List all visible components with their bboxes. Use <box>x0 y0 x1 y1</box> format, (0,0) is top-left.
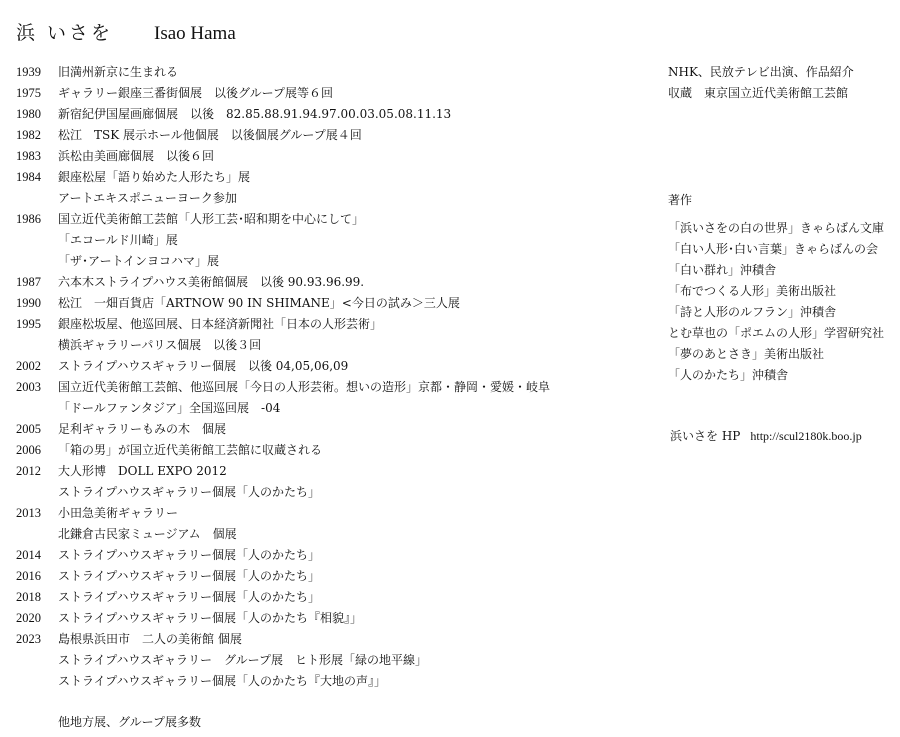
career-row <box>16 209 656 230</box>
career-entry-text: 新宿紀伊国屋画廊個展 以後 82.85.88.91.94.97.00.03.05.08.11.13 <box>58 107 452 121</box>
career-entry-text: 「箱の男」が国立近代美術館工芸館に収蔵される <box>58 443 323 457</box>
career-year: 2020 <box>16 611 41 625</box>
career-row <box>16 608 656 629</box>
career-year <box>16 671 58 692</box>
book-title: 「夢のあとさき」美術出版社 <box>668 347 825 361</box>
career-year <box>16 482 58 503</box>
career-row <box>16 293 656 314</box>
career-year <box>16 188 58 209</box>
career-row <box>16 503 656 524</box>
career-row <box>16 629 656 650</box>
books-section <box>668 190 896 211</box>
career-entry-text: ギャラリー銀座三番街個展 以後グループ展等６回 <box>58 86 334 100</box>
career-year <box>16 650 58 671</box>
book-title: 「人のかたち」沖積舎 <box>668 368 789 382</box>
career-year <box>16 335 58 356</box>
career-entry-text: 北鎌倉古民家ミュージアム 個展 <box>58 527 237 541</box>
career-row <box>16 524 656 545</box>
book-title: とむ草也の「ポエムの人形」学習研究社 <box>668 326 885 340</box>
homepage-label: 浜いさを HP <box>670 429 741 443</box>
career-row <box>16 251 656 272</box>
career-entry-text: 浜松由美画廊個展 以後６回 <box>58 149 215 163</box>
artist-name-english: Isao Hama <box>154 23 236 44</box>
career-entry-text: 六本木ストライプハウス美術館個展 以後 90.93.96.99. <box>58 275 365 289</box>
career-year: 2005 <box>16 422 41 436</box>
artist-name-japanese: 浜 いさを <box>16 22 114 44</box>
career-year <box>16 524 58 545</box>
career-year <box>16 251 58 272</box>
media-and-collection <box>668 62 896 104</box>
career-row <box>16 335 656 356</box>
career-entry-text: 「ドールファンタジア」全国巡回展 -04 <box>58 401 281 415</box>
career-year: 1982 <box>16 128 41 142</box>
career-entry-text: ストライプハウスギャラリー個展「人のかたち」 <box>58 590 320 604</box>
career-year <box>16 398 58 419</box>
career-year <box>16 230 58 251</box>
career-entry-text: 島根県浜田市 二人の美術館 個展 <box>58 632 242 646</box>
career-year: 2016 <box>16 569 41 583</box>
career-entry-text: ストライプハウスギャラリー個展「人のかたち」 <box>58 569 320 583</box>
career-row <box>16 83 656 104</box>
career-year: 2014 <box>16 548 41 562</box>
career-year: 2002 <box>16 359 41 373</box>
career-row <box>16 314 656 335</box>
career-entry-text: ストライプハウスギャラリー個展「人のかたち」 <box>58 548 320 562</box>
career-row <box>16 419 656 440</box>
career-row <box>16 62 656 83</box>
career-year: 2023 <box>16 632 41 646</box>
career-row <box>16 125 656 146</box>
career-entry-text: 横浜ギャラリーパリス個展 以後３回 <box>58 338 262 352</box>
book-title: 「白い群れ」沖積舎 <box>668 263 777 277</box>
career-year: 1987 <box>16 275 41 289</box>
career-year: 1980 <box>16 107 41 121</box>
museum-collection: 収蔵 東京国立近代美術館工芸館 <box>668 86 849 100</box>
career-year: 1939 <box>16 65 41 79</box>
page-title <box>16 18 236 48</box>
media-appearances: NHK、民放テレビ出演、作品紹介 <box>668 65 854 79</box>
career-footnote: 他地方展、グループ展多数 <box>58 715 202 729</box>
book-title: 「布でつくる人形」美術出版社 <box>668 284 837 298</box>
career-entry-text: 国立近代美術館工芸館、他巡回展「今日の人形芸術。想いの造形」京都・静岡・愛媛・岐阜 <box>58 380 551 394</box>
career-year: 2006 <box>16 443 41 457</box>
career-row <box>16 356 656 377</box>
books-heading: 著作 <box>668 193 693 207</box>
career-history-list <box>16 62 656 692</box>
career-entry-text: アートエキスポニューヨーク参加 <box>58 191 237 205</box>
career-row <box>16 650 656 671</box>
book-title: 「詩と人形のルフラン」沖積舎 <box>668 305 837 319</box>
career-year: 1983 <box>16 149 41 163</box>
career-entry-text: ストライプハウスギャラリー個展「人のかたち『相貌』」 <box>58 611 362 625</box>
career-entry-text: 大人形博 DOLL EXPO 2012 <box>58 464 227 478</box>
career-year: 2003 <box>16 380 41 394</box>
career-row <box>16 440 656 461</box>
book-title: 「白い人形･白い言葉」きゃらばんの会 <box>668 242 879 256</box>
career-row <box>16 104 656 125</box>
career-year: 2013 <box>16 506 41 520</box>
career-year: 1975 <box>16 86 41 100</box>
career-entry-text: ストライプハウスギャラリー グループ展 ヒト形展「緑の地平線」 <box>58 653 428 667</box>
career-entry-text: 足利ギャラリーもみの木 個展 <box>58 422 227 436</box>
career-entry-text: ストライプハウスギャラリー個展「人のかたち」 <box>58 485 320 499</box>
homepage-link[interactable]: http://scul2180k.boo.jp <box>750 429 862 443</box>
career-entry-text: 「エコールド川崎」展 <box>58 233 178 247</box>
career-entry-text: ストライプハウスギャラリー個展 以後 04,05,06,09 <box>58 359 349 373</box>
homepage-info <box>670 426 898 447</box>
career-row <box>16 587 656 608</box>
career-entry-text: 銀座松坂屋、他巡回展、日本経済新聞社「日本の人形芸術」 <box>58 317 383 331</box>
career-row <box>16 167 656 188</box>
career-year: 1986 <box>16 212 41 226</box>
career-entry-text: 小田急美術ギャラリー <box>58 506 179 520</box>
career-row <box>16 188 656 209</box>
career-row <box>16 398 656 419</box>
career-row <box>16 545 656 566</box>
career-row <box>16 272 656 293</box>
career-year: 1995 <box>16 317 41 331</box>
career-entry-text: 松江 一畑百貨店「ARTNOW 90 IN SHIMANE」<今日の試み＞三人展 <box>58 296 460 310</box>
career-year: 2012 <box>16 464 41 478</box>
career-entry-text: 松江 TSK 展示ホール他個展 以後個展グループ展４回 <box>58 128 362 142</box>
career-year: 1990 <box>16 296 41 310</box>
career-entry-text: 旧満州新京に生まれる <box>58 65 179 79</box>
career-year: 2018 <box>16 590 41 604</box>
book-title: 「浜いさをの白の世界」きゃらばん文庫 <box>668 221 885 235</box>
career-row <box>16 566 656 587</box>
career-entry-text: 銀座松屋「語り始めた人形たち」展 <box>58 170 251 184</box>
career-entry-text: 「ザ･アートインヨコハマ」展 <box>58 254 220 268</box>
career-entry-text: 国立近代美術館工芸館「人形工芸･昭和期を中心にして」 <box>58 212 365 226</box>
career-row <box>16 482 656 503</box>
career-entry-text: ストライプハウスギャラリー個展「人のかたち『大地の声』」 <box>58 674 386 688</box>
career-row <box>16 146 656 167</box>
career-row <box>16 377 656 398</box>
career-row <box>16 230 656 251</box>
books-list <box>668 218 896 386</box>
career-row <box>16 671 656 692</box>
career-row <box>16 461 656 482</box>
career-year: 1984 <box>16 170 41 184</box>
